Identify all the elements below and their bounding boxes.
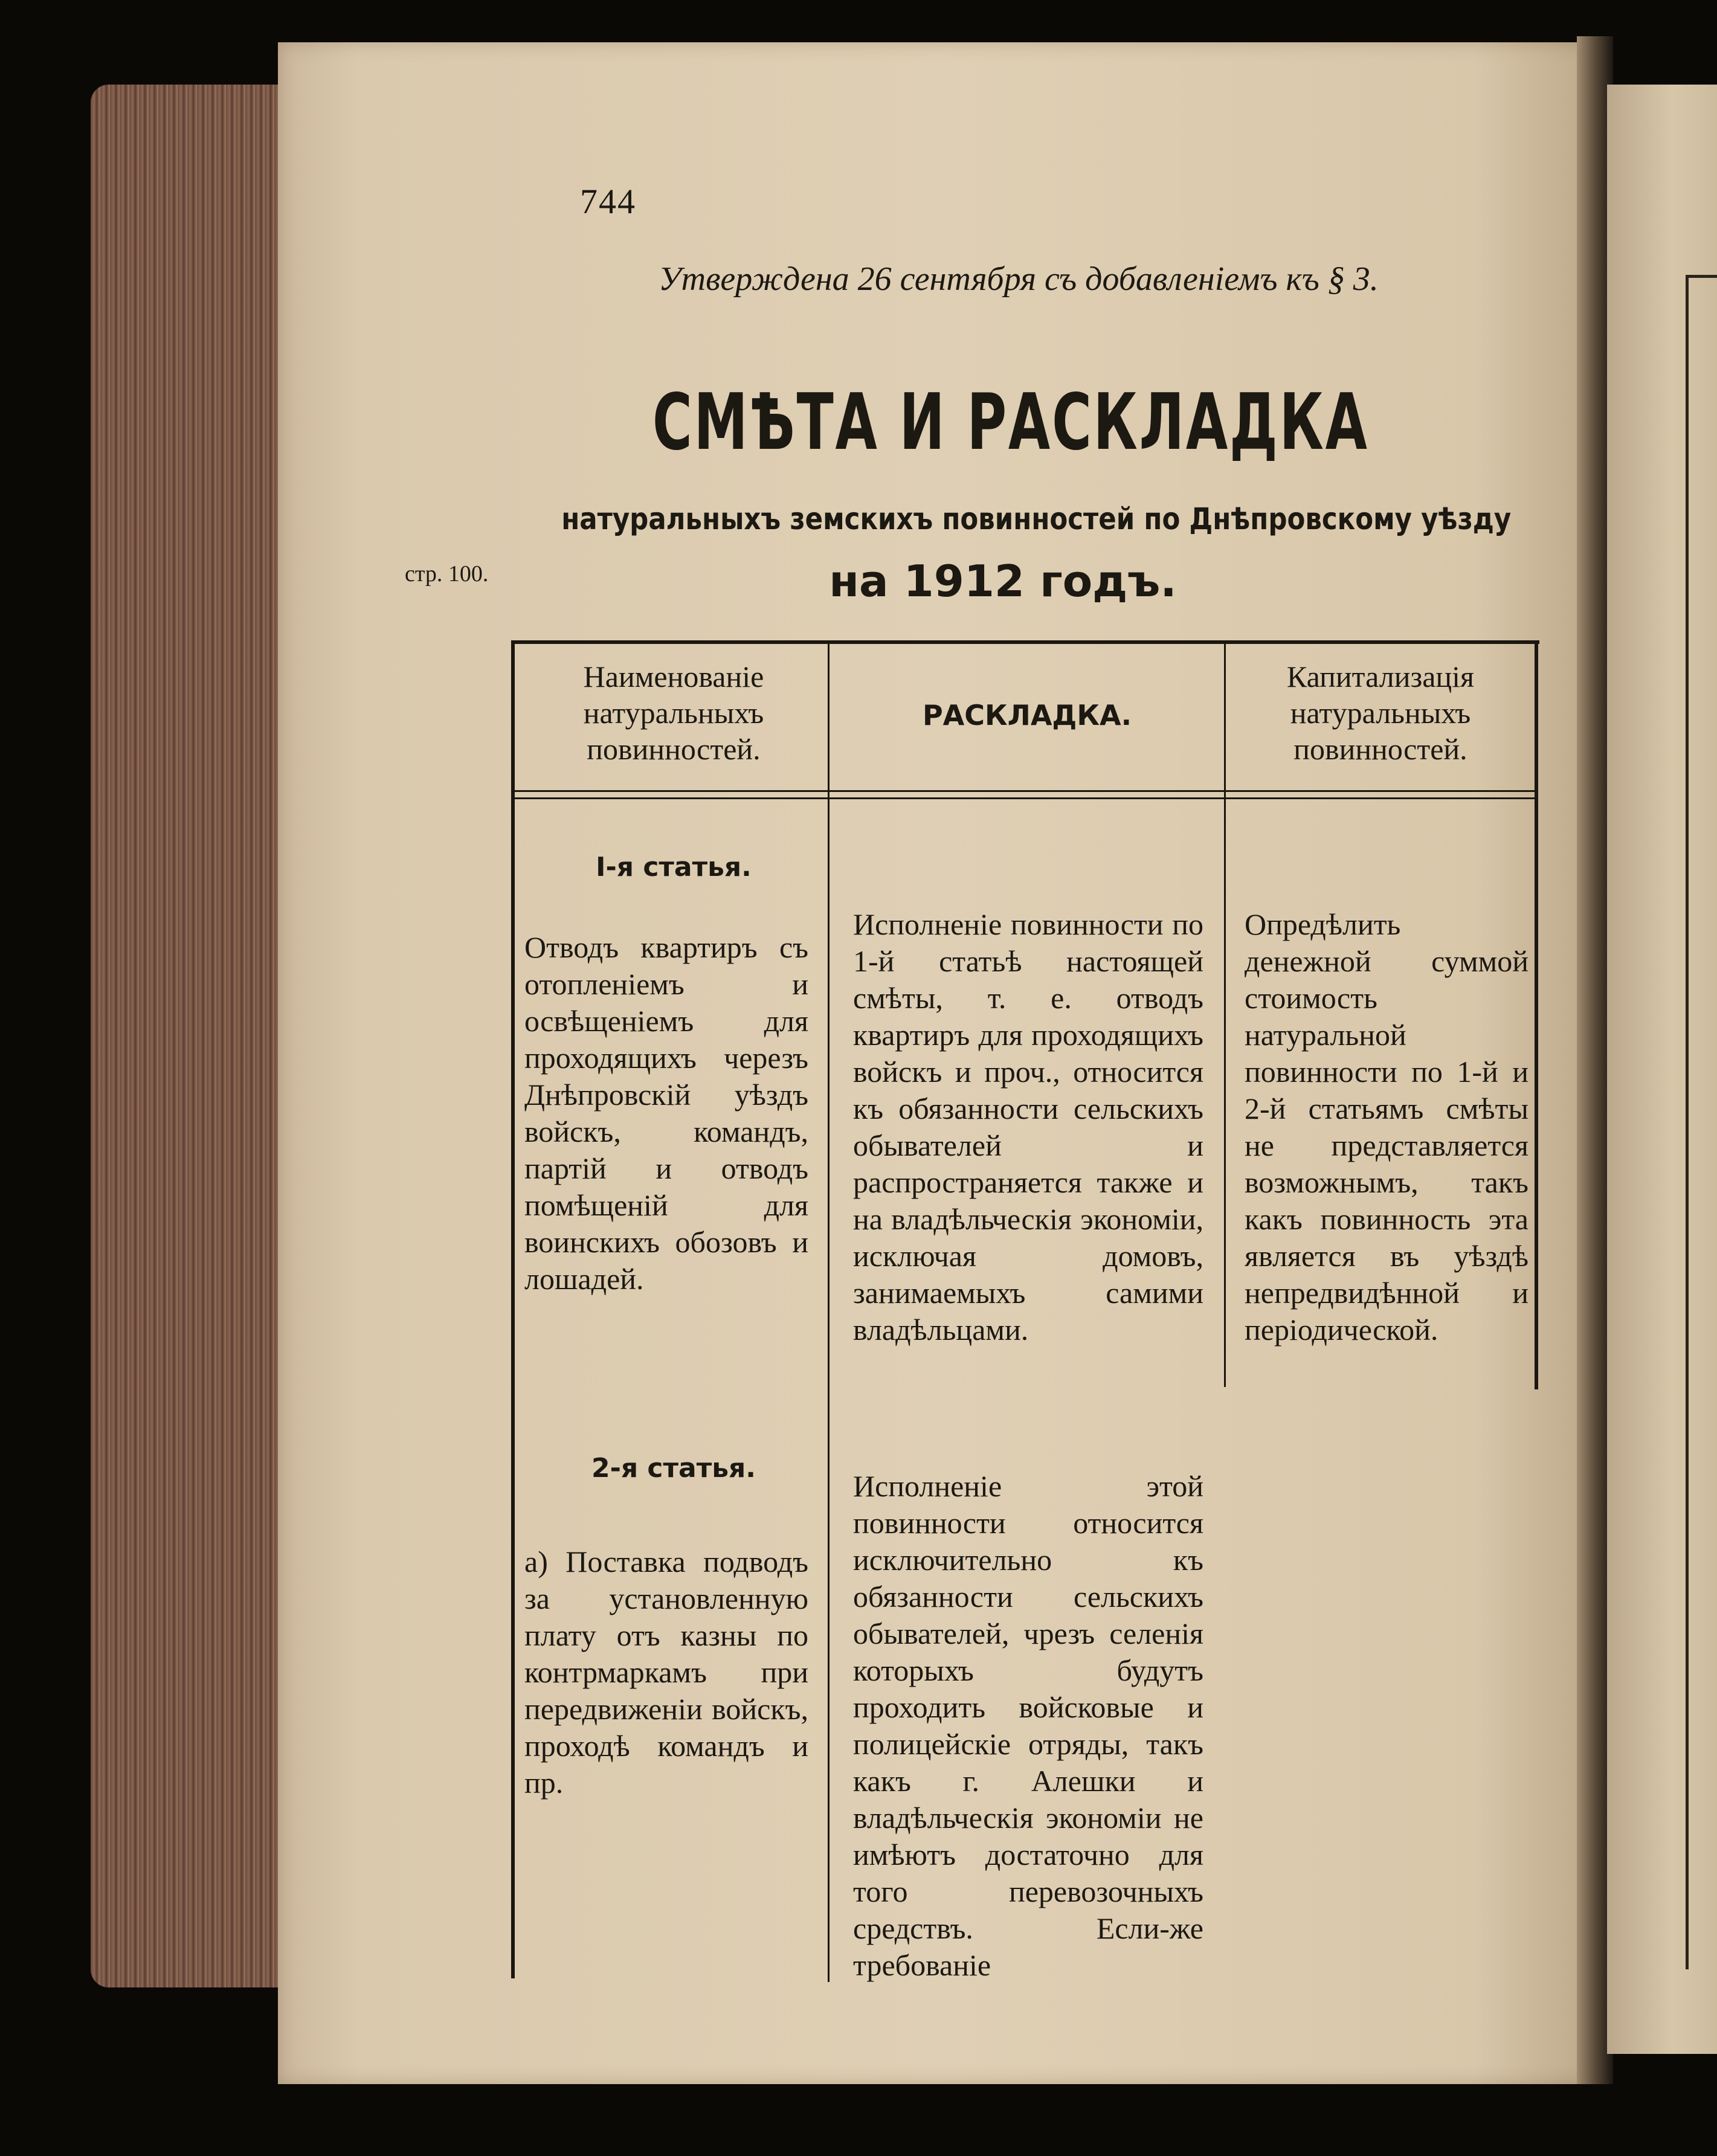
article-1-name: Отводъ квартиръ съ отопленіемъ и освѣщеніемъ для проходящихъ черезъ Днѣпровскій уѣздъ войскъ, командъ, партій и отводъ помѣщеній для воинскихъ обозовъ и лошадей. <box>524 930 808 1296</box>
document-title: СМѢТА И РАСКЛАДКА <box>652 378 1369 468</box>
margin-page-reference: стр. 100. <box>405 561 489 587</box>
header-capitalization-column: Капитализація натуральныхъ повинностей. <box>1286 660 1475 766</box>
article-2-heading: 2-я статья. <box>591 1453 756 1484</box>
table-col-divider-2 <box>1224 644 1226 1387</box>
book-page-edges <box>91 85 308 1987</box>
article-2-name: а) Поставка подводъ за установленную плату отъ казны по контрмаркамъ при передвиженіи войскъ, проходѣ командъ и пр. <box>524 1545 808 1800</box>
facing-page-rule <box>1686 278 1689 1969</box>
article-2-layout: Исполненіе этой повинности относится исключительно къ обязанности сельскихъ обывателей, чрезъ селенія которыхъ будутъ проходить войсковые и полицейскіе отряды, такъ какъ г. Алешки и владѣльческія экономіи не имѣютъ достаточно для того перевозочныхъ средствъ. Если-же требованіе <box>853 1469 1203 1982</box>
facing-page-rule-top <box>1686 275 1717 278</box>
article-1-capitalization: Опредѣлить денежной суммой стоимость натуральной повинности по 1-й и 2-й статьямъ смѣты не представляется возможнымъ, такъ какъ повинность эта является въ уѣздѣ непредвидѣнной и періодической. <box>1245 907 1529 1347</box>
article-1-layout: Исполненіе повинности по 1-й статьѣ настоящей смѣты, т. е. отводъ квартиръ для проходящихъ войскъ и проч., относится къ обязанности сельскихъ обывателей и распространяется также и на владѣльческія экономіи, исключая домовъ, занимаемыхъ самими владѣльцами. <box>853 907 1203 1347</box>
approval-note: Утверждена 26 сентября съ добавленіемъ къ § 3. <box>659 260 1379 298</box>
article-1-heading: I-я статья. <box>596 852 752 883</box>
table-top-rule <box>512 640 1539 644</box>
header-name-column: Наименованіе натуральныхъ повинностей. <box>583 660 764 766</box>
document-subtitle: натуральныхъ земскихъ повинностей по Днѣпровскому уѣзду <box>561 501 1512 536</box>
table-col-divider-1 <box>828 644 830 1982</box>
table-header-rule-2 <box>514 797 1537 799</box>
table-left-rule <box>511 640 515 1978</box>
document-year: на 1912 годъ. <box>829 556 1177 607</box>
facing-page <box>1607 85 1717 2054</box>
header-layout-column: РАСКЛАДКА. <box>922 699 1132 732</box>
page-number: 744 <box>580 182 636 221</box>
table-header-rule-1 <box>514 790 1537 792</box>
table-right-rule <box>1535 640 1538 1389</box>
